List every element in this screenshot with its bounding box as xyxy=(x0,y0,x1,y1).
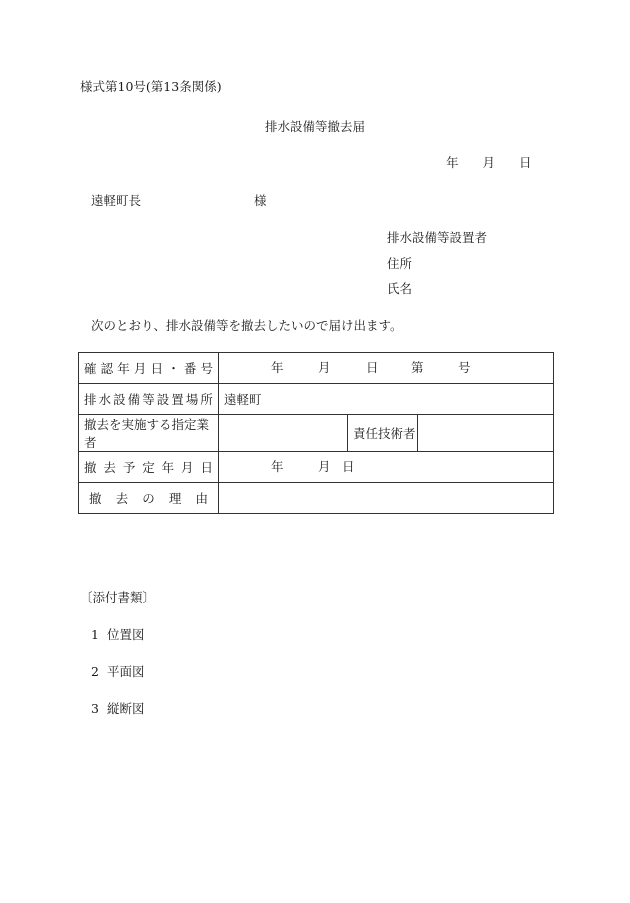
installation-location-field[interactable]: 遠軽町 xyxy=(219,384,554,415)
label-reason: 撤 去 の 理 由 xyxy=(79,483,219,514)
attachment-item: 1 位置図 xyxy=(91,627,145,642)
attachment-item: 3 縦断図 xyxy=(91,701,145,716)
label-confirmation-date: 確 認 年 月 日 ・ 番 号 xyxy=(79,353,219,384)
confirmation-date-field[interactable]: 年 月 日 第 号 xyxy=(219,353,554,384)
label-installation-location: 排 水 設 備 等 設 置 場 所 xyxy=(79,384,219,415)
reason-field[interactable] xyxy=(219,483,554,514)
addressee: 遠軽町長 xyxy=(91,193,142,208)
page-title: 排水設備等撤去届 xyxy=(264,119,365,134)
attachments-title: 〔添付書類〕 xyxy=(80,590,156,605)
row-scheduled-date xyxy=(79,452,554,483)
row-reason xyxy=(79,483,554,514)
label-chief-engineer: 責任技術者 xyxy=(348,415,418,452)
removal-form-table xyxy=(78,352,554,514)
attachment-item: 2 平面図 xyxy=(91,664,145,679)
row-confirmation-date xyxy=(79,353,554,384)
label-contractor: 撤去を実施する指定業者 xyxy=(79,415,219,452)
honorific: 様 xyxy=(254,193,267,208)
label-scheduled-date: 撤 去 予 定 年 月 日 xyxy=(79,452,219,483)
applicant-label: 排水設備等設置者 xyxy=(387,230,488,245)
date-month: 月 xyxy=(482,155,496,170)
name-label: 氏名 xyxy=(387,281,413,296)
intro-text: 次のとおり、排水設備等を撤去したいので届け出ます。 xyxy=(91,318,403,333)
date-year: 年 xyxy=(446,155,459,170)
row-contractor xyxy=(79,415,554,452)
chief-engineer-field[interactable] xyxy=(418,415,554,452)
contractor-field[interactable] xyxy=(219,415,348,452)
row-installation-location xyxy=(79,384,554,415)
address-label: 住所 xyxy=(387,256,413,271)
scheduled-date-field[interactable]: 年 月 日 xyxy=(219,452,554,483)
date-day: 日 xyxy=(519,155,532,170)
submission-date xyxy=(446,157,532,170)
form-number: 様式第10号(第13条関係) xyxy=(80,79,222,94)
